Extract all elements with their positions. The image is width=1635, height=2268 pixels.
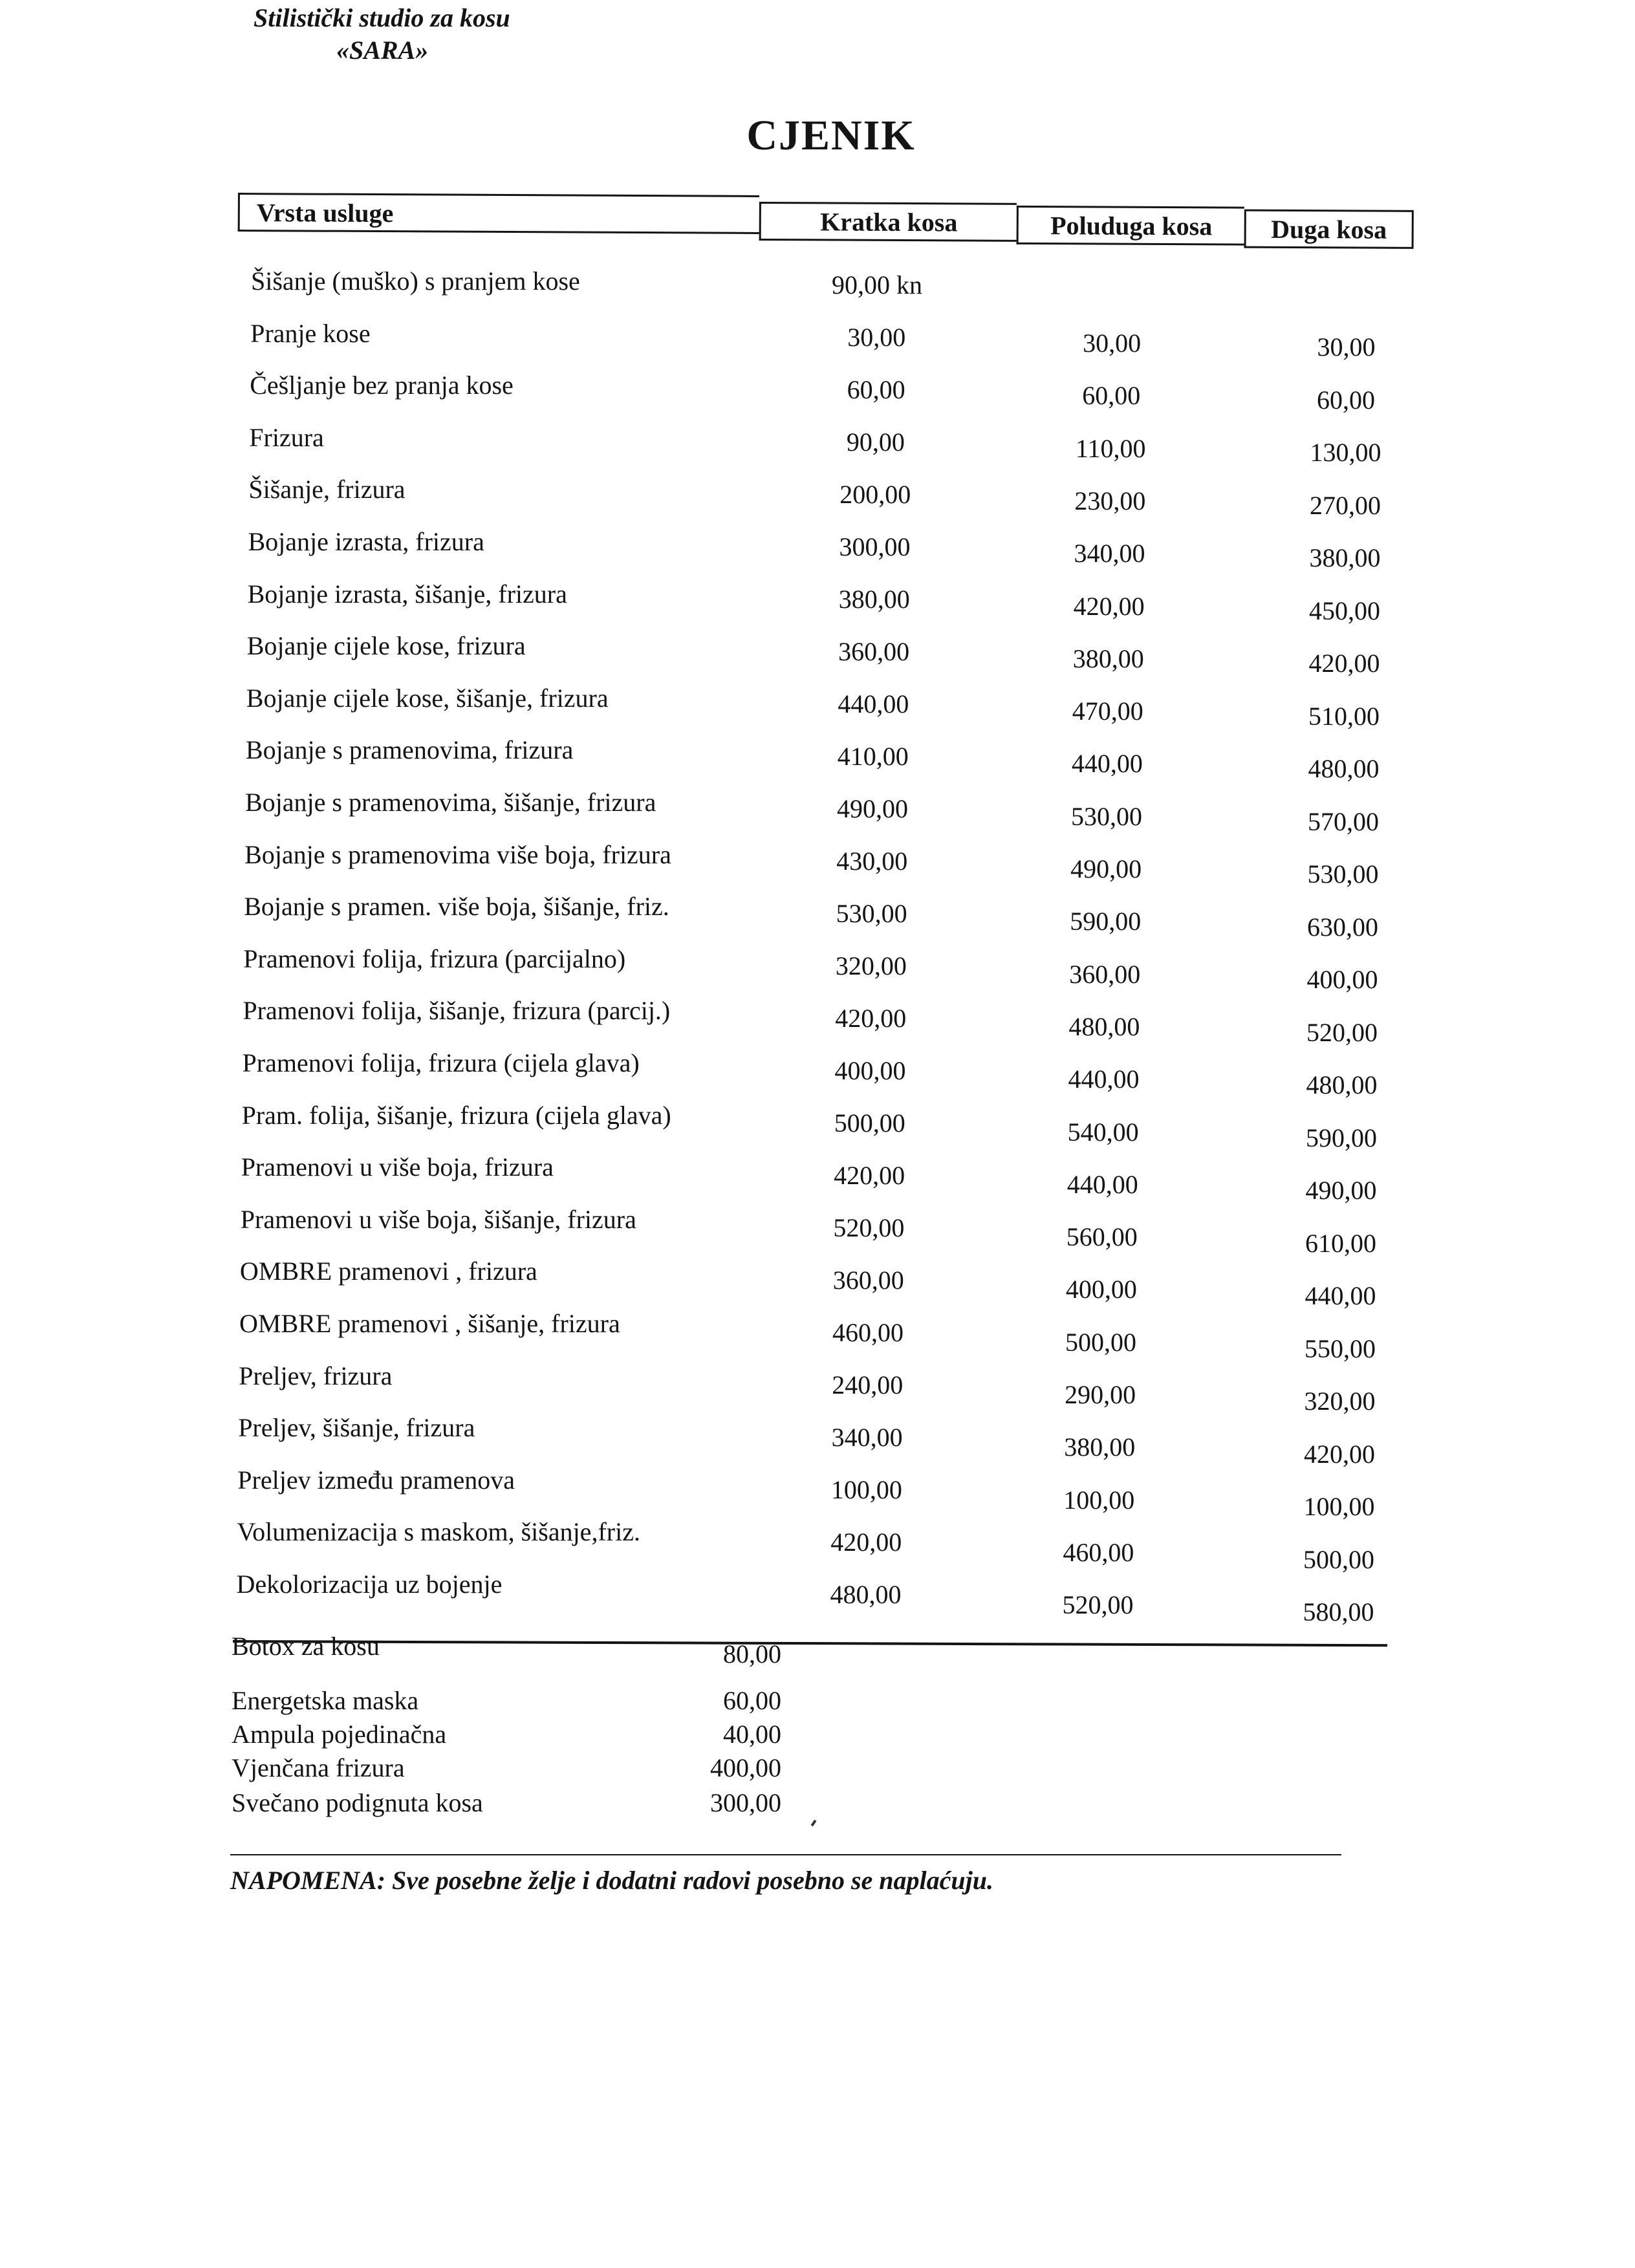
price-kratka: 200,00 (839, 480, 911, 509)
price-duga: 440,00 (1305, 1281, 1376, 1310)
service-name: Češljanje bez pranja kose (250, 371, 514, 400)
price-kratka: 60,00 (847, 375, 905, 404)
extra-service-item (232, 1718, 801, 1751)
price-poluduga: 30,00 (1083, 329, 1142, 358)
column-header-service: Vrsta usluge (238, 193, 759, 234)
price-poluduga: 230,00 (1074, 486, 1146, 515)
service-name: OMBRE pramenovi , frizura (239, 1257, 537, 1286)
price-duga: 510,00 (1308, 701, 1380, 731)
service-name: Bojanje cijele kose, šišanje, frizura (246, 683, 609, 713)
pen-mark (810, 1820, 816, 1826)
service-name: Pramenovi folija, šišanje, frizura (parcij.) (243, 996, 671, 1026)
price-poluduga: 380,00 (1064, 1432, 1136, 1462)
price-kratka: 420,00 (830, 1528, 902, 1557)
service-name: OMBRE pramenovi , šišanje, frizura (239, 1309, 620, 1338)
price-kratka: 460,00 (832, 1318, 904, 1347)
price-poluduga: 490,00 (1070, 854, 1142, 883)
price-duga: 380,00 (1309, 543, 1381, 572)
price-poluduga: 500,00 (1065, 1327, 1136, 1357)
extra-service-item (232, 1630, 801, 1669)
service-name: Pramenovi folija, frizura (cijela glava) (242, 1048, 640, 1077)
price-poluduga: 110,00 (1076, 433, 1146, 463)
service-name: Bojanje cijele kose, frizura (246, 631, 526, 661)
column-header-poluduga: Poluduga kosa (1017, 206, 1244, 246)
service-name: Bojanje s pramenovima, frizura (245, 735, 574, 765)
service-name: Dekolorizacija uz bojenje (236, 1570, 503, 1599)
price-duga: 490,00 (1305, 1176, 1377, 1205)
salon-name: Stilistički studio za kosu (254, 3, 510, 32)
price-duga: 130,00 (1310, 438, 1381, 467)
price-duga: 630,00 (1307, 912, 1378, 942)
price-poluduga: 590,00 (1070, 907, 1142, 936)
price-poluduga: 530,00 (1071, 801, 1142, 831)
note-rule (230, 1854, 1341, 1855)
price-poluduga: 440,00 (1067, 1169, 1138, 1199)
price-kratka: 500,00 (834, 1108, 905, 1138)
price-kratka: 90,00 kn (832, 270, 922, 299)
extra-service-name: Svečano podignuta kosa (232, 1788, 483, 1817)
price-kratka: 520,00 (833, 1213, 905, 1242)
price-duga: 320,00 (1304, 1387, 1376, 1416)
service-name: Šišanje, frizura (248, 475, 406, 504)
price-poluduga: 540,00 (1067, 1117, 1139, 1147)
extra-service-name: Ampula pojedinačna (232, 1720, 447, 1749)
service-name: Preljev, frizura (239, 1361, 393, 1390)
price-kratka: 440,00 (838, 689, 909, 718)
service-name: Volumenizacija s maskom, šišanje,friz. (237, 1517, 640, 1547)
price-kratka: 420,00 (835, 1004, 907, 1033)
price-duga: 450,00 (1309, 596, 1380, 625)
price-duga: 420,00 (1304, 1439, 1375, 1469)
price-kratka: 300,00 (839, 532, 911, 561)
extra-service-name: Botox za kosu (232, 1632, 380, 1661)
column-header-kratka: Kratka kosa (759, 202, 1017, 242)
price-duga: 520,00 (1306, 1017, 1378, 1047)
price-kratka: 430,00 (836, 847, 908, 876)
price-kratka: 530,00 (836, 899, 907, 928)
service-name: Bojanje izrasta, šišanje, frizura (247, 579, 567, 609)
service-name: Preljev, šišanje, frizura (238, 1413, 475, 1443)
service-name: Bojanje s pramenovima više boja, frizura (244, 839, 671, 869)
price-poluduga: 460,00 (1063, 1537, 1134, 1567)
extra-service-name: Energetska maska (232, 1686, 419, 1715)
service-name: Bojanje s pramen. više boja, šišanje, friz. (244, 892, 669, 922)
service-name: Frizura (249, 422, 324, 452)
price-poluduga: 480,00 (1068, 1011, 1140, 1041)
price-kratka: 30,00 (847, 323, 906, 352)
price-poluduga: 560,00 (1066, 1222, 1138, 1252)
price-poluduga: 470,00 (1072, 697, 1143, 726)
price-kratka: 340,00 (831, 1423, 903, 1452)
price-kratka: 400,00 (834, 1056, 906, 1085)
price-duga: 500,00 (1303, 1544, 1374, 1574)
price-duga: 530,00 (1307, 859, 1379, 889)
price-kratka: 380,00 (838, 585, 910, 614)
price-table-header (238, 189, 1414, 253)
service-name: Preljev između pramenova (237, 1465, 515, 1495)
price-poluduga: 100,00 (1063, 1485, 1135, 1515)
column-header-duga: Duga kosa (1244, 210, 1414, 249)
price-duga: 550,00 (1305, 1334, 1376, 1363)
service-name: Bojanje s pramenovima, šišanje, frizura (245, 788, 656, 817)
price-duga: 590,00 (1306, 1123, 1377, 1152)
extra-service-item (232, 1684, 801, 1718)
price-duga: 30,00 (1317, 332, 1376, 362)
price-duga: 570,00 (1308, 806, 1379, 836)
price-poluduga: 440,00 (1071, 749, 1143, 779)
price-kratka: 360,00 (832, 1266, 904, 1295)
extra-service-item (232, 1751, 801, 1785)
service-name: Pranje kose (250, 318, 371, 348)
salon-subtitle: «SARA» (336, 36, 429, 65)
service-name: Pramenovi u više boja, frizura (241, 1152, 554, 1182)
service-name: Šišanje (muško) s pranjem kose (251, 266, 580, 296)
price-poluduga: 340,00 (1074, 539, 1145, 568)
price-kratka: 100,00 (830, 1475, 902, 1504)
price-duga: 100,00 (1303, 1492, 1375, 1521)
extra-service-price: 400,00 (710, 1753, 781, 1782)
price-poluduga: 400,00 (1065, 1275, 1137, 1304)
price-poluduga: 520,00 (1062, 1590, 1134, 1620)
price-kratka: 90,00 (846, 427, 905, 457)
price-duga: 400,00 (1306, 965, 1378, 994)
extra-service-name: Vjenčana frizura (232, 1753, 405, 1782)
price-poluduga: 290,00 (1065, 1380, 1136, 1409)
price-duga: 480,00 (1308, 754, 1380, 783)
page-title: CJENIK (746, 112, 916, 159)
extra-service-price: 60,00 (723, 1686, 781, 1715)
service-name: Pramenovi folija, frizura (parcijalno) (243, 944, 626, 973)
extra-service-price: 80,00 (723, 1639, 781, 1669)
extra-service-price: 300,00 (710, 1788, 781, 1817)
price-poluduga: 60,00 (1082, 381, 1141, 411)
price-poluduga: 360,00 (1069, 959, 1141, 989)
price-duga: 480,00 (1306, 1070, 1378, 1099)
price-poluduga: 440,00 (1068, 1064, 1140, 1094)
price-duga: 580,00 (1303, 1597, 1374, 1626)
price-duga: 420,00 (1308, 649, 1380, 678)
service-name: Pramenovi u više boja, šišanje, frizura (240, 1204, 636, 1234)
extra-service-price: 40,00 (723, 1720, 781, 1749)
price-duga: 610,00 (1305, 1228, 1376, 1258)
price-duga: 60,00 (1317, 385, 1375, 415)
price-duga: 270,00 (1310, 490, 1381, 520)
price-kratka: 480,00 (830, 1580, 902, 1609)
service-name: Bojanje izrasta, frizura (248, 527, 484, 556)
price-kratka: 320,00 (835, 951, 907, 980)
service-name: Pram. folija, šišanje, frizura (cijela glava) (241, 1100, 671, 1130)
price-kratka: 240,00 (832, 1370, 904, 1399)
price-kratka: 490,00 (837, 794, 908, 823)
price-poluduga: 380,00 (1072, 643, 1144, 673)
price-kratka: 410,00 (837, 742, 909, 771)
extra-service-item (232, 1786, 801, 1820)
note-text: NAPOMENA: Sve posebne želje i dodatni radovi posebno se naplaćuju. (230, 1866, 994, 1895)
price-poluduga: 420,00 (1073, 591, 1145, 621)
price-kratka: 360,00 (838, 637, 910, 666)
price-kratka: 420,00 (834, 1161, 905, 1190)
